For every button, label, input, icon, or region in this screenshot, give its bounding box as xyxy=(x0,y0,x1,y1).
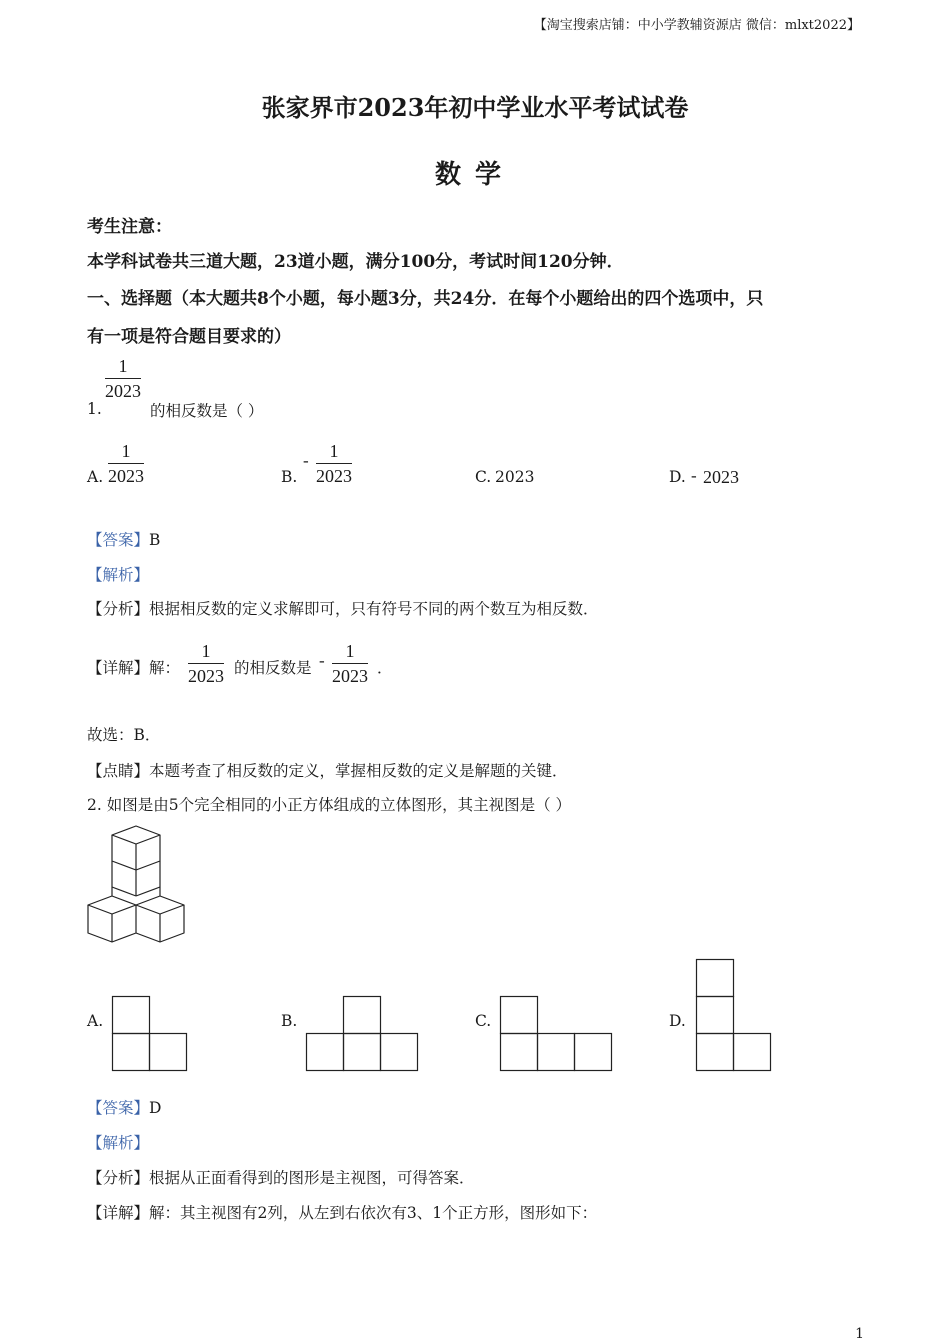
q1-detail-end: ． xyxy=(377,659,393,677)
q2-option-d-label: D. xyxy=(669,1012,686,1030)
q1-option-b-fraction xyxy=(316,442,352,485)
exam-subject: 数学 xyxy=(434,160,515,190)
q1-fenxi: 根据相反数的定义求解即可，只有符号不同的两个数互为相反数． xyxy=(149,600,599,618)
q2-analysis-tag: 【解析】 xyxy=(87,1134,150,1152)
q1-detail-numerator-1: 1 xyxy=(188,642,224,664)
section1-line1: 一、选择题（本大题共8个小题，每小题3分，共24分．在每个小题给出的四个选项中，只 xyxy=(87,289,764,309)
q1-stem-numerator: 1 xyxy=(105,357,141,379)
q2-option-a-label: A. xyxy=(87,1012,104,1030)
q1-option-c-value: 2023 xyxy=(495,468,535,486)
q1-option-d-label: D. xyxy=(669,468,686,486)
q1-detail-sign: - xyxy=(319,651,325,670)
q2-cube-figure xyxy=(86,823,188,945)
q2-option-d-view xyxy=(696,959,772,1072)
q1-option-a-denominator: 2023 xyxy=(108,466,144,486)
page-number: 1 xyxy=(855,1326,864,1342)
q2-detail-row xyxy=(87,1201,597,1223)
q1-answer-row xyxy=(87,528,160,550)
q1-fenxi-tag: 【分析】 xyxy=(87,600,150,618)
header-note: 【淘宝搜索店铺：中小学教辅资源店 微信：mlxt2022】 xyxy=(533,18,860,33)
q1-option-b-label: B. xyxy=(281,468,298,486)
q1-detail-mid: 的相反数是 xyxy=(234,659,312,677)
q2-detail: 解：其主视图有2列，从左到右依次有3、1个正方形，图形如下： xyxy=(149,1204,598,1222)
exam-title: 张家界市2023年初中学业水平考试试卷 xyxy=(261,93,689,122)
section1-line2: 有一项是符合题目要求的） xyxy=(87,327,291,347)
q1-stem-denominator: 2023 xyxy=(105,381,141,401)
notice-heading: 考生注意： xyxy=(87,217,172,237)
q2-fenxi: 根据从正面看得到的图形是主视图，可得答案． xyxy=(149,1169,475,1187)
q1-choose: 故选：B． xyxy=(87,726,161,744)
q2-answer-row xyxy=(87,1096,161,1118)
q2-answer-tag: 【答案】 xyxy=(87,1099,150,1117)
q1-option-b-denominator: 2023 xyxy=(316,466,352,486)
q1-answer: B xyxy=(149,531,161,549)
q1-option-d-value: 2023 xyxy=(703,467,739,487)
q1-option-b-numerator: 1 xyxy=(316,442,352,464)
q1-fenxi-row xyxy=(87,597,599,619)
q1-analysis-tag: 【解析】 xyxy=(87,566,150,584)
q2-fenxi-row xyxy=(87,1166,475,1188)
q1-dianjing-tag: 【点睛】 xyxy=(87,762,150,780)
q1-detail-denominator-1: 2023 xyxy=(188,666,224,686)
q2-option-b-view xyxy=(306,996,419,1072)
q1-detail-numerator-2: 1 xyxy=(332,642,368,664)
q1-option-c-label: C. xyxy=(475,468,492,486)
q1-stem-fraction xyxy=(105,357,141,400)
q1-stem-suffix: 的相反数是（ ） xyxy=(150,402,264,420)
q1-detail-fraction-1 xyxy=(188,642,224,685)
q2-fenxi-tag: 【分析】 xyxy=(87,1169,150,1187)
q2-answer: D xyxy=(149,1099,162,1117)
q1-dianjing-row xyxy=(87,759,568,781)
q1-dianjing: 本题考查了相反数的定义，掌握相反数的定义是解题的关键． xyxy=(149,762,568,780)
q1-detail-prefix: 解： xyxy=(149,659,181,677)
q1-option-b-sign: - xyxy=(303,451,309,470)
q2-stem: 2. 如图是由5个完全相同的小正方体组成的立体图形，其主视图是（ ） xyxy=(87,796,572,814)
q2-detail-tag: 【详解】 xyxy=(87,1204,150,1222)
q2-option-c-view xyxy=(500,996,613,1072)
q1-detail-denominator-2: 2023 xyxy=(332,666,368,686)
q1-detail-fraction-2 xyxy=(332,642,368,685)
q1-answer-tag: 【答案】 xyxy=(87,531,150,549)
notice-line: 本学科试卷共三道大题，23道小题，满分100分，考试时间120分钟． xyxy=(87,252,624,272)
q1-option-a-label: A. xyxy=(87,468,104,486)
q2-option-c-label: C. xyxy=(475,1012,492,1030)
q1-detail-tag xyxy=(87,656,180,678)
q1-detail-tag-text: 【详解】 xyxy=(87,659,150,677)
q1-number: 1. xyxy=(87,400,102,418)
q1-option-d-sign: - xyxy=(691,466,697,485)
q2-option-a-view xyxy=(112,996,188,1072)
q1-option-a-numerator: 1 xyxy=(108,442,144,464)
q2-option-b-label: B. xyxy=(281,1012,298,1030)
cube-top-face xyxy=(112,826,160,844)
q1-option-a-fraction xyxy=(108,442,144,485)
